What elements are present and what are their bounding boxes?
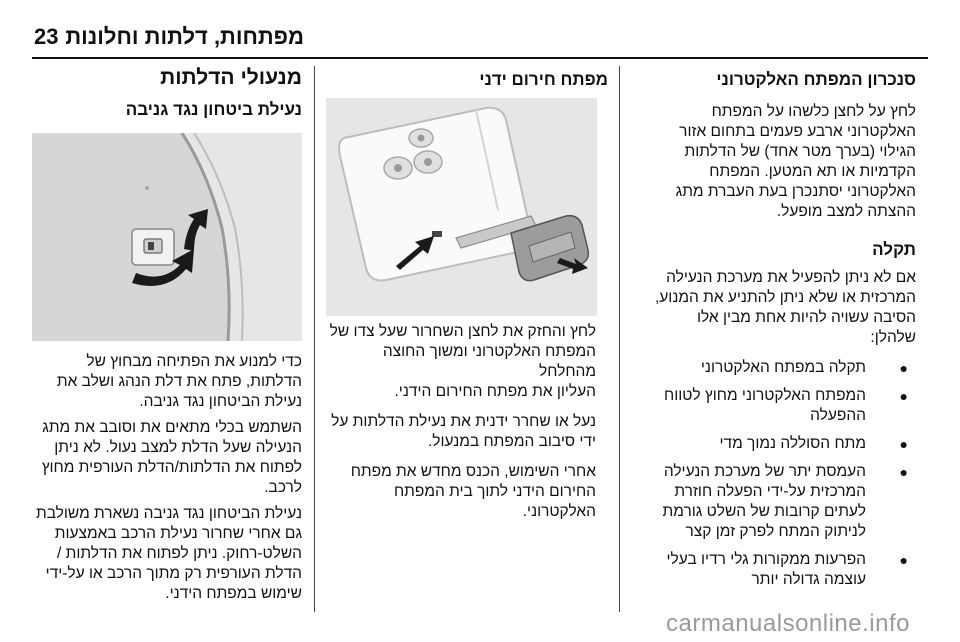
text-line: לחץ על לחצן כלשהו על המפתח	[711, 103, 916, 120]
emergency-key-paragraph-3: אחרי השימוש, הכנס מחדש את מפתח החירום הידני לתוך בית המפתח האלקטרוני.	[350, 463, 596, 520]
fault-paragraph	[630, 268, 916, 348]
text-line: האלקטרוני ארבע פעמים בתחום אזור	[679, 123, 916, 140]
column-divider-right	[619, 66, 620, 612]
text-line: אם לא ניתן להפעיל את מערכת הנעילה	[666, 269, 916, 286]
fault-heading: תקלה	[872, 240, 916, 259]
text-line: המרכזית או שלא ניתן להתניע את המנוע,	[654, 289, 916, 306]
page-number: 23	[34, 24, 59, 49]
column-middle-text	[326, 322, 596, 522]
text-line: שלהלן:	[870, 329, 916, 346]
list-item: ● מתח הסוללה נמוך מדי	[719, 435, 908, 452]
fault-list	[630, 358, 916, 590]
emergency-key-paragraph-2: נעל או שחרר ידנית את נעילת הדלתות על ידי סיבוב המפתח במנעול.	[331, 413, 596, 450]
section-heading-emergency-key: מפתח חירום ידני	[479, 70, 608, 89]
list-item: ● תקלה במפתח האלקטרוני	[700, 359, 908, 376]
list-item: ● העמסת יתר של מערכת הנעילה המרכזית על-ידי הפעלה חוזרת לעתים קרובות של השלט גורמת לניתוק המתח לפרק זמן קצר	[662, 463, 908, 540]
text-line: הגילוי (בערך מטר אחד) של הדלתות	[684, 143, 916, 160]
key-fob-illustration	[326, 98, 597, 316]
subheading-anti-theft: נעילת ביטחון נגד גניבה	[125, 100, 302, 119]
text-line: האלקטרוני יסתנכרן בעת העברת מתג	[675, 183, 916, 200]
column-left	[12, 66, 302, 120]
text-line: הקדמיות או תא המטען. המפתח	[709, 163, 916, 180]
column-right	[630, 70, 916, 598]
anti-theft-paragraph-3: נעילת הביטחון נגד גניבה נשארת משולבת גם אחרי שחרור נעילת הרכב באמצעות השלט-רחוק. ניתן לפתוח את הדלתות / הדלת העורפית רק מתוך הרכב או על-ידי שימוש במפתח הידני.	[36, 505, 302, 602]
door-lock-illustration	[32, 133, 302, 341]
section-heading-door-locks: מנעולי הדלתות	[160, 66, 302, 89]
anti-theft-paragraph-1: כדי למנוע את הפתיחה מבחוץ של הדלתות, פתח את דלת הנהג ושלב את נעילת הביטחון נגד גניבה.	[56, 353, 302, 410]
emergency-key-paragraph-1: לחץ והחזק את לחצן השחרור שעל צדו של המפתח האלקטרוני ומשוך החוצה מהחלחל העליון את מפתח החירום הידני.	[329, 323, 596, 400]
section-heading-sync: סנכרון המפתח האלקטרוני	[716, 70, 916, 89]
anti-theft-paragraph-2: השתמש בכלי מתאים את וסובב את מתג הנעילה שעל הדלת למצב נעול. לא ניתן לפתוח את הדלתות/הדלת העורפית מחוץ לרכב.	[41, 419, 302, 496]
column-left-text	[16, 352, 302, 604]
page-title: מפתחות, דלתות וחלונות	[65, 24, 304, 49]
text-line: ההצתה למצב מופעל.	[776, 203, 916, 220]
list-item: ● הפרעות ממקורות גלי רדיו בעלי עוצמה גדולה יותר	[666, 551, 908, 588]
watermark: carmanualsonline.info	[666, 610, 910, 637]
list-item: ● המפתח האלקטרוני מחוץ לטווח ההפעלה	[664, 387, 908, 424]
header-rule	[32, 57, 928, 59]
column-middle	[326, 70, 608, 90]
column-divider-left	[314, 66, 315, 612]
sync-paragraph	[630, 102, 916, 222]
text-line: הסיבה עשויה להיות אחת מבין אלו	[697, 309, 916, 326]
